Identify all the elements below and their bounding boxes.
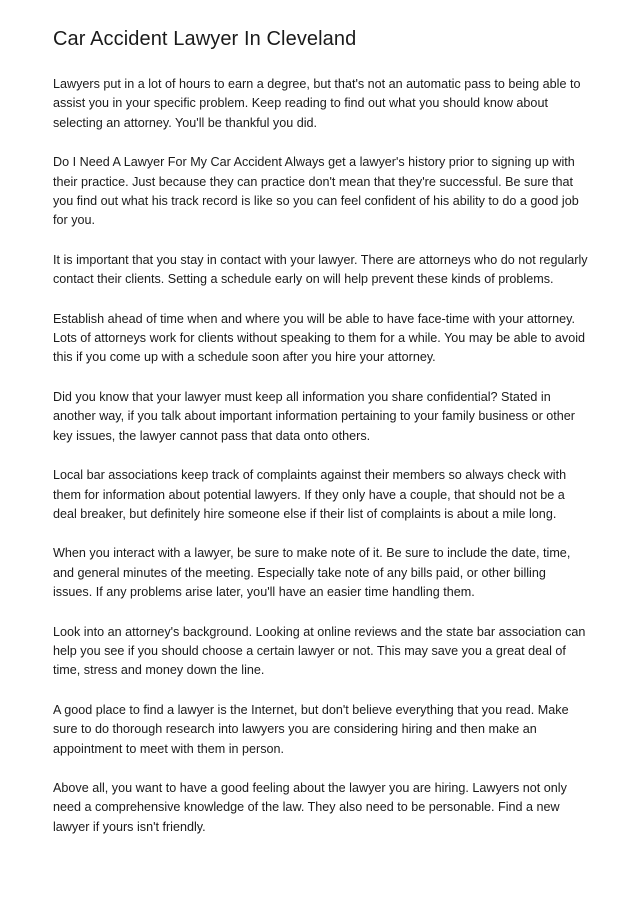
document-title: Car Accident Lawyer In Cleveland <box>53 28 357 50</box>
paragraph: Do I Need A Lawyer For My Car Accident Always get a lawyer's history prior to signing up with their practice. Just because they can practice don't mean that they're successful. Be sure that you find out what his track record is like so you can feel confident of his ability to do a good job for you. <box>53 155 579 228</box>
paragraph: It is important that you stay in contact with your lawyer. There are attorneys who do not regularly contact their clients. Setting a schedule early on will help prevent these kinds of problems. <box>53 252 588 287</box>
paragraph: Above all, you want to have a good feeling about the lawyer you are hiring. Lawyers not only need a comprehensive knowledge of the law. They also need to be personable. Find a new lawyer if yours isn't friendly. <box>53 780 567 834</box>
paragraph: Lawyers put in a lot of hours to earn a degree, but that's not an automatic pass to being able to assist you in your specific problem. Keep reading to find out what you should know about selecting an attorney. You'll be thankful you did. <box>53 77 581 130</box>
paragraph: Establish ahead of time when and where you will be able to have face-time with your attorney. Lots of attorneys work for clients without speaking to them for a while. You may be able to avoid this if you come up with a schedule soon after you hire your attorney. <box>53 311 586 365</box>
paragraph: A good place to find a lawyer is the Internet, but don't believe everything that you read. Make sure to do thorough research into lawyers you are considering hiring and then make an appointment to meet with them in person. <box>53 702 569 756</box>
document-page <box>53 26 588 857</box>
paragraph: When you interact with a lawyer, be sure to make note of it. Be sure to include the date, time, and general minutes of the meeting. Especially take note of any bills paid, or other billing issues. If any problems arise later, you'll have an easier time handling them. <box>53 546 571 600</box>
paragraph: Did you know that your lawyer must keep all information you share confidential? Stated in another way, if you talk about important information pertaining to your family business or other key issues, the lawyer cannot pass that data onto others. <box>53 389 575 443</box>
paragraph: Local bar associations keep track of complaints against their members so always check with them for information about potential lawyers. If they only have a couple, that should not be a deal breaker, but definitely hire someone else if their list of complaints is about a mile long. <box>53 468 567 521</box>
paragraph: Look into an attorney's background. Looking at online reviews and the state bar association can help you see if you should choose a certain lawyer or not. This may save you a great deal of time, stress and money down the line. <box>53 624 586 678</box>
